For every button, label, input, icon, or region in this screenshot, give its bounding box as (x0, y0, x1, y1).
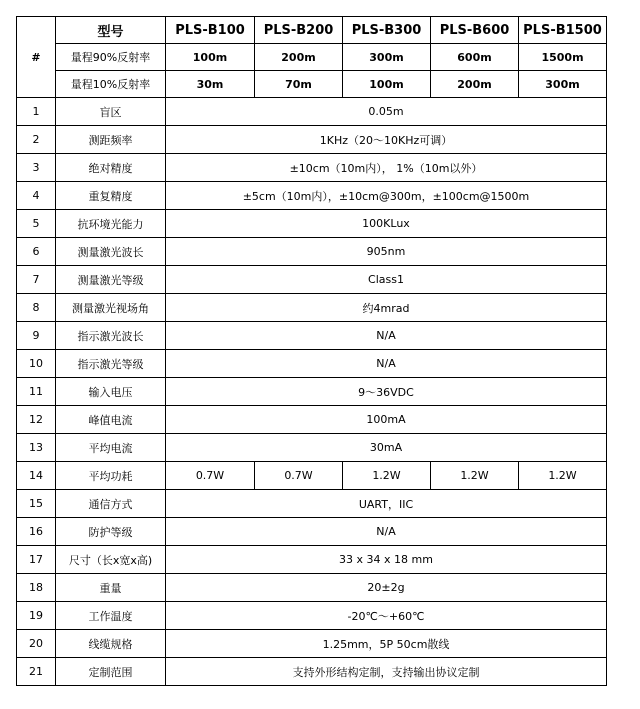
row-value: 1.2W (343, 462, 431, 490)
row-value: UART，IIC (166, 490, 607, 518)
spec-row-average-current (17, 434, 607, 462)
row-number: 18 (17, 574, 56, 602)
row-number: 16 (17, 518, 56, 546)
spec-table-body (17, 17, 607, 686)
index-header: # (17, 17, 56, 98)
spec-row-peak-current (17, 406, 607, 434)
spec-row-weight (17, 574, 607, 602)
row-label: 峰值电流 (56, 406, 166, 434)
range90-cell: 100m (166, 44, 255, 71)
row-label: 工作温度 (56, 602, 166, 630)
range10-cell: 30m (166, 71, 255, 98)
row-value: 约4mrad (166, 294, 607, 322)
spec-row-absolute-accuracy (17, 154, 607, 182)
spec-row-laser-wavelength (17, 238, 607, 266)
row-label: 测量激光视场角 (56, 294, 166, 322)
row-value: 支持外形结构定制，支持输出协议定制 (166, 658, 607, 686)
row-value: 1.2W (519, 462, 607, 490)
row-label: 平均电流 (56, 434, 166, 462)
row-number: 14 (17, 462, 56, 490)
row-value: 0.7W (166, 462, 255, 490)
row-number: 13 (17, 434, 56, 462)
range90-label: 量程90%反射率 (56, 44, 166, 71)
model-cell: PLS-B100 (166, 17, 255, 44)
row-label: 盲区 (56, 98, 166, 126)
row-number: 4 (17, 182, 56, 210)
row-value: N/A (166, 350, 607, 378)
model-cell: PLS-B200 (255, 17, 343, 44)
header-row-range10 (17, 71, 607, 98)
row-label: 指示激光等级 (56, 350, 166, 378)
spec-row-frequency (17, 126, 607, 154)
spec-table (16, 16, 607, 686)
model-cell: PLS-B1500 (519, 17, 607, 44)
row-number: 1 (17, 98, 56, 126)
spec-row-input-voltage (17, 378, 607, 406)
row-number: 6 (17, 238, 56, 266)
row-label: 绝对精度 (56, 154, 166, 182)
row-number: 19 (17, 602, 56, 630)
row-value: ±10cm（10m内）， 1%（10m以外） (166, 154, 607, 182)
row-value: N/A (166, 322, 607, 350)
range10-cell: 300m (519, 71, 607, 98)
row-label: 平均功耗 (56, 462, 166, 490)
row-value: N/A (166, 518, 607, 546)
row-label: 指示激光波长 (56, 322, 166, 350)
row-value: 9～36VDC (166, 378, 607, 406)
row-label: 抗环境光能力 (56, 210, 166, 238)
range10-cell: 70m (255, 71, 343, 98)
range10-cell: 100m (343, 71, 431, 98)
model-cell: PLS-B600 (431, 17, 519, 44)
row-value: Class1 (166, 266, 607, 294)
range90-cell: 300m (343, 44, 431, 71)
spec-row-blind-zone (17, 98, 607, 126)
spec-row-indicator-wavelength (17, 322, 607, 350)
row-label: 通信方式 (56, 490, 166, 518)
row-number: 3 (17, 154, 56, 182)
spec-row-ambient-light (17, 210, 607, 238)
spec-row-communication (17, 490, 607, 518)
spec-row-temperature (17, 602, 607, 630)
row-label: 重量 (56, 574, 166, 602)
row-number: 17 (17, 546, 56, 574)
spec-row-average-power (17, 462, 607, 490)
spec-row-indicator-class (17, 350, 607, 378)
row-number: 2 (17, 126, 56, 154)
row-number: 12 (17, 406, 56, 434)
row-value: 905nm (166, 238, 607, 266)
row-label: 测距频率 (56, 126, 166, 154)
row-number: 10 (17, 350, 56, 378)
row-value: 1.2W (431, 462, 519, 490)
row-value: 0.7W (255, 462, 343, 490)
row-value: 100KLux (166, 210, 607, 238)
header-row-model (17, 17, 607, 44)
row-value: ±5cm（10m内），±10cm@300m，±100cm@1500m (166, 182, 607, 210)
row-label: 输入电压 (56, 378, 166, 406)
spec-row-customization (17, 658, 607, 686)
header-row-range90 (17, 44, 607, 71)
row-label: 尺寸（长x宽x高) (56, 546, 166, 574)
row-number: 7 (17, 266, 56, 294)
row-number: 5 (17, 210, 56, 238)
row-value: 0.05m (166, 98, 607, 126)
row-label: 线缆规格 (56, 630, 166, 658)
range10-cell: 200m (431, 71, 519, 98)
row-label: 重复精度 (56, 182, 166, 210)
spec-row-laser-class (17, 266, 607, 294)
spec-row-repeat-accuracy (17, 182, 607, 210)
row-number: 8 (17, 294, 56, 322)
row-number: 15 (17, 490, 56, 518)
row-value: 100mA (166, 406, 607, 434)
row-value: -20℃～+60℃ (166, 602, 607, 630)
spec-row-protection (17, 518, 607, 546)
model-label: 型号 (56, 17, 166, 44)
row-value: 30mA (166, 434, 607, 462)
row-label: 防护等级 (56, 518, 166, 546)
spec-row-dimensions (17, 546, 607, 574)
spec-row-cable (17, 630, 607, 658)
range90-cell: 600m (431, 44, 519, 71)
spec-row-field-of-view (17, 294, 607, 322)
row-label: 测量激光等级 (56, 266, 166, 294)
range90-cell: 1500m (519, 44, 607, 71)
row-number: 9 (17, 322, 56, 350)
row-value: 33 x 34 x 18 mm (166, 546, 607, 574)
row-number: 11 (17, 378, 56, 406)
row-label: 测量激光波长 (56, 238, 166, 266)
model-cell: PLS-B300 (343, 17, 431, 44)
row-value: 1KHz（20～10KHz可调） (166, 126, 607, 154)
range10-label: 量程10%反射率 (56, 71, 166, 98)
range90-cell: 200m (255, 44, 343, 71)
row-number: 21 (17, 658, 56, 686)
row-number: 20 (17, 630, 56, 658)
row-value: 20±2g (166, 574, 607, 602)
row-label: 定制范围 (56, 658, 166, 686)
row-value: 1.25mm，5P 50cm散线 (166, 630, 607, 658)
